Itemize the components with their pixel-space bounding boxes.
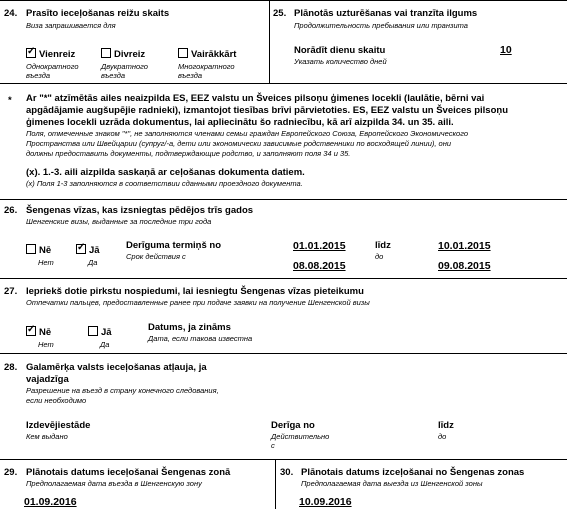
s24-title: Prasīto ieceļošanas reižu skaits	[26, 8, 170, 19]
s28-title-2: vajadzīga	[26, 374, 69, 385]
row-divider-29	[0, 459, 567, 460]
s24-option-label: Divreiz	[114, 49, 146, 60]
s29-date-value[interactable]: 01.09.2016	[24, 496, 77, 508]
row-divider-27	[0, 278, 567, 279]
s27-date-sub: Дата, если такова известна	[148, 334, 253, 343]
s26-from-2[interactable]: 08.08.2015	[293, 260, 346, 272]
s25-subtitle: Продолжительность пребывания или транзита	[294, 21, 468, 30]
checkbox-empty-icon[interactable]	[26, 244, 36, 254]
note-line3: ģimenes locekli uzrāda dokumentus, lai apliecinātu šo radniecību, kā arī aizpilda 34. un 35. aili.	[26, 117, 454, 128]
s26-title: Šengenas vīzas, kas izsniegtas pēdējos trīs gados	[26, 205, 254, 216]
col-divider-24-25	[269, 0, 270, 83]
note-line2: apgādājamie augšupējie radnieki), izmantojot tiesības brīvi pārvietoties. ES, EEZ valstu un Šveices pilsoņu	[26, 105, 509, 116]
s26-valid-sub: Срок действия с	[126, 252, 186, 261]
s26-from-1[interactable]: 01.01.2015	[293, 240, 346, 252]
s28-title-1: Galamērķa valsts ieceļošanas atļauja, ja	[26, 362, 207, 373]
s28-to-label: līdz	[438, 420, 454, 431]
s27-yes-label: Jā	[101, 327, 112, 338]
s24-option-sub2: въезда	[178, 71, 203, 80]
checkbox-empty-icon[interactable]	[101, 48, 111, 58]
s27-number: 27.	[4, 286, 18, 297]
s24-option-once[interactable]	[26, 44, 79, 80]
note-x-line: (x). 1.-3. aili aizpilda saskaņā ar ceļošanas dokumenta datiem.	[26, 167, 305, 178]
s24-subtitle: Виза запрашивается для	[26, 21, 116, 30]
s30-subtitle: Предполагаемая дата выезда из Шенгенской зоны	[301, 479, 483, 488]
s27-yes-sub: Да	[100, 340, 110, 349]
s28-issuer-sub: Кем выдано	[26, 432, 68, 441]
s28-issuer-label: Izdevējiestāde	[26, 420, 91, 431]
checkbox-empty-icon[interactable]	[88, 326, 98, 336]
s29-title: Plānotais datums ieceļošanai Šengenas zonā	[26, 467, 231, 478]
s28-number: 28.	[4, 362, 18, 373]
s30-date-value[interactable]: 10.09.2016	[299, 496, 352, 508]
s30-title: Plānotais datums izceļošanai no Šengenas zonas	[301, 467, 525, 478]
checkbox-checked-icon[interactable]	[26, 48, 36, 58]
s26-valid-label: Derīguma termiņš no	[126, 240, 222, 251]
row-divider-28	[0, 353, 567, 354]
s24-option-sub1: Многократного	[178, 62, 235, 71]
s25-title: Plānotās uzturēšanas vai tranzīta ilgums	[294, 8, 478, 19]
s26-to-sub: до	[375, 252, 384, 261]
s25-days-label: Norādīt dienu skaitu	[294, 45, 386, 56]
s26-no-sub: Нет	[38, 258, 54, 267]
note-ru2: Пространства или Швейцарии (супруг/-а, дети или экономически зависимые родственники по восходящей линии), они	[26, 139, 452, 148]
s26-no-label: Nē	[39, 245, 52, 256]
s26-option-yes[interactable]	[76, 240, 100, 267]
s27-option-yes[interactable]	[88, 322, 112, 349]
s28-valid-sub-2: с	[271, 441, 275, 450]
note-star: *	[8, 95, 12, 106]
s27-no-label: Nē	[39, 327, 52, 338]
s29-number: 29.	[4, 467, 18, 478]
s28-valid-label: Derīga no	[271, 420, 315, 431]
checkbox-checked-icon[interactable]	[26, 326, 36, 336]
s24-option-label: Vienreiz	[39, 49, 76, 60]
s26-to-2[interactable]: 09.08.2015	[438, 260, 491, 272]
s24-option-sub1: Однократного	[26, 62, 79, 71]
s27-subtitle: Отпечатки пальцев, предоставленные ранее при подаче заявки на получение Шенгенской визы	[26, 298, 370, 307]
s26-yes-sub: Да	[88, 258, 98, 267]
s28-to-sub: до	[438, 432, 447, 441]
s27-title: Iepriekš dotie pirkstu nospiedumi, lai iesniegtu Šengenas vīzas pieteikumu	[26, 286, 364, 297]
s25-number: 25.	[273, 8, 287, 19]
s24-option-twice[interactable]	[101, 44, 148, 80]
note-ru1: Поля, отмеченные знаком "*", не заполняются членами семьи граждан Европейского Союза, Европейского Экономического	[26, 129, 469, 138]
s26-to-label: līdz	[375, 240, 391, 251]
s25-days-value[interactable]: 10	[500, 44, 512, 56]
s26-number: 26.	[4, 205, 18, 216]
s24-option-sub1: Двукратного	[101, 62, 148, 71]
s26-yes-label: Jā	[89, 245, 100, 256]
s27-date-label: Datums, ja zināms	[148, 322, 231, 333]
note-x-ru: (x) Поля 1-3 заполняются в соответствии сданными проездного документа.	[26, 179, 303, 188]
row-divider-26	[0, 199, 567, 200]
s26-option-no[interactable]	[26, 240, 54, 267]
s25-days-sub: Указать количество дней	[294, 57, 387, 66]
note-ru3: должны предоставить документы, подтверждающие родство, и заполняют поля 34 и 35.	[26, 149, 351, 158]
s28-valid-sub-1: Действительно	[271, 432, 330, 441]
s28-subtitle-1: Разрешение на въезд в страну конечного следования,	[26, 386, 219, 395]
s24-option-sub2: въезда	[26, 71, 51, 80]
s29-subtitle: Предполагаемая дата въезда в Шенгенскую зону	[26, 479, 202, 488]
s24-number: 24.	[4, 8, 18, 19]
s24-option-label: Vairākkārt	[191, 49, 237, 60]
checkbox-empty-icon[interactable]	[178, 48, 188, 58]
row-divider-24	[0, 0, 567, 1]
s27-no-sub: Нет	[38, 340, 54, 349]
s26-to-1[interactable]: 10.01.2015	[438, 240, 491, 252]
s28-subtitle-2: если необходимо	[26, 396, 87, 405]
s26-subtitle: Шенгенские визы, выданные за последние три года	[26, 217, 212, 226]
note-line1: Ar "*" atzīmētās ailes neaizpilda ES, EEZ valstu un Šveices pilsoņu ģimenes locekli (laulātie, bērni vai	[26, 93, 485, 104]
s30-number: 30.	[280, 467, 294, 478]
row-divider-note	[0, 83, 567, 84]
col-divider-29-30	[275, 459, 276, 509]
s24-option-sub2: въезда	[101, 71, 126, 80]
s24-option-multiple[interactable]	[178, 44, 236, 80]
s27-option-no[interactable]	[26, 322, 54, 349]
checkbox-checked-icon[interactable]	[76, 244, 86, 254]
